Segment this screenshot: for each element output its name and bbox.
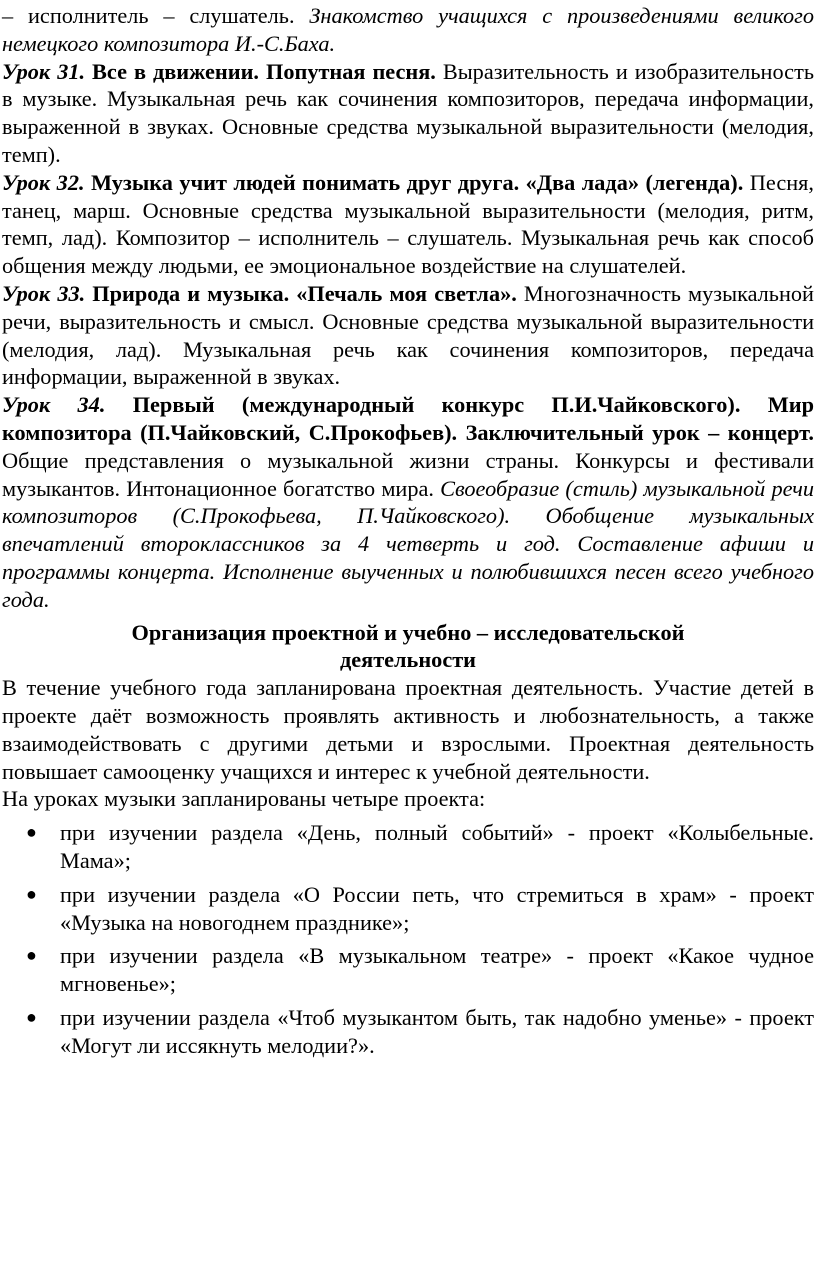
document-content <box>2 2 814 1059</box>
lesson-title: Первый (международный конкурс П.И.Чайковского). Мир композитора (П.Чайковский, С.Прокофьев). Заключительный урок – концерт. <box>2 392 814 445</box>
list-item-text: при изучении раздела «День, полный событий» - проект «Колыбельные. Мама»; <box>60 820 814 873</box>
lesson-34-paragraph <box>2 391 814 613</box>
list-item-text: при изучении раздела «В музыкальном театре» - проект «Какое чудное мгновенье»; <box>60 943 814 997</box>
lesson-31-paragraph <box>2 58 814 169</box>
lesson-label: Урок 31. <box>2 58 86 84</box>
list-item <box>2 942 814 998</box>
list-item-text: при изучении раздела «О России петь, что стремиться в храм» - проект «Музыка на новогоднем празднике»; <box>60 881 814 935</box>
lesson-label: Урок 32. <box>2 169 85 195</box>
section-heading: Организация проектной и учебно – исследовательской деятельности <box>131 619 685 673</box>
section-paragraph: В течение учебного года запланирована проектная деятельность. Участие детей в проекте даёт возможность проявлять активность и любознательность, а также взаимодействовать с другими детьми и взрослыми. Проектная деятельность повышает самооценку учащихся и интерес к учебной деятельности. <box>2 675 814 784</box>
lesson-text: Многозначность музыкальной речи, выразительность и смысл. Основные средства музыкальной выразительности (мелодия, лад). Музыкальная речь как сочинения композиторов, передача информации, выраженной в звуках. <box>2 280 814 390</box>
list-intro: На уроках музыки запланированы четыре проекта: <box>2 786 486 812</box>
list-item <box>2 881 814 937</box>
list-item <box>2 819 814 875</box>
lesson-label: Урок 34. <box>2 392 106 418</box>
lesson-text: Выразительность и изобразительность в музыке. Музыкальная речь как сочинения композиторов, передача информации, выраженной в звуках. Основные средства музыкальной выразительности (мелодия, темп). <box>2 58 814 167</box>
bullet-icon: ● <box>26 945 37 966</box>
intro-paragraph <box>2 2 814 58</box>
lesson-title: Все в движении. Попутная песня. <box>85 58 436 84</box>
list-item <box>2 1004 814 1060</box>
lesson-32-paragraph <box>2 169 814 280</box>
list-item-text: при изучении раздела «Чтоб музыкантом быть, так надобно уменье» - проект «Могут ли иссякнуть мелодии?». <box>60 1004 814 1058</box>
intro-italic-text: Знакомство учащихся с произведениями великого немецкого композитора И.-С.Баха. <box>2 3 814 56</box>
bullet-icon: ● <box>26 1006 37 1027</box>
lesson-33-paragraph <box>2 280 814 391</box>
bullet-icon: ● <box>26 822 37 843</box>
lesson-text: Общие представления о музыкальной жизни страны. Конкурсы и фестивали музыкантов. Интонационное богатство мира. <box>2 447 814 501</box>
lesson-text: Песня, танец, марш. Основные средства музыкальной выразительности (мелодия, ритм, темп, лад). Композитор – исполнитель – слушатель. Музыкальная речь как способ общения между людьми, ее эмоциональное воздействие на слушателей. <box>2 169 814 279</box>
lesson-label: Урок 33. <box>2 280 86 306</box>
lesson-italic-text: Своеобразие (стиль) музыкальной речи композиторов (С.Прокофьева, П.Чайковского). Обобщение музыкальных впечатлений второклассников за 4 четверть и год. Составление афиши и программы концерта. Исполнение выученных и полюбившихся песен всего учебного года. <box>2 475 814 612</box>
bullet-icon: ● <box>26 883 37 904</box>
lesson-title: Природа и музыка. «Печаль моя светла». <box>85 280 517 306</box>
project-list <box>2 819 814 1059</box>
intro-plain-text: – исполнитель – слушатель. <box>2 3 310 28</box>
lesson-title: Музыка учит людей понимать друг друга. «Два лада» (легенда). <box>84 169 744 195</box>
